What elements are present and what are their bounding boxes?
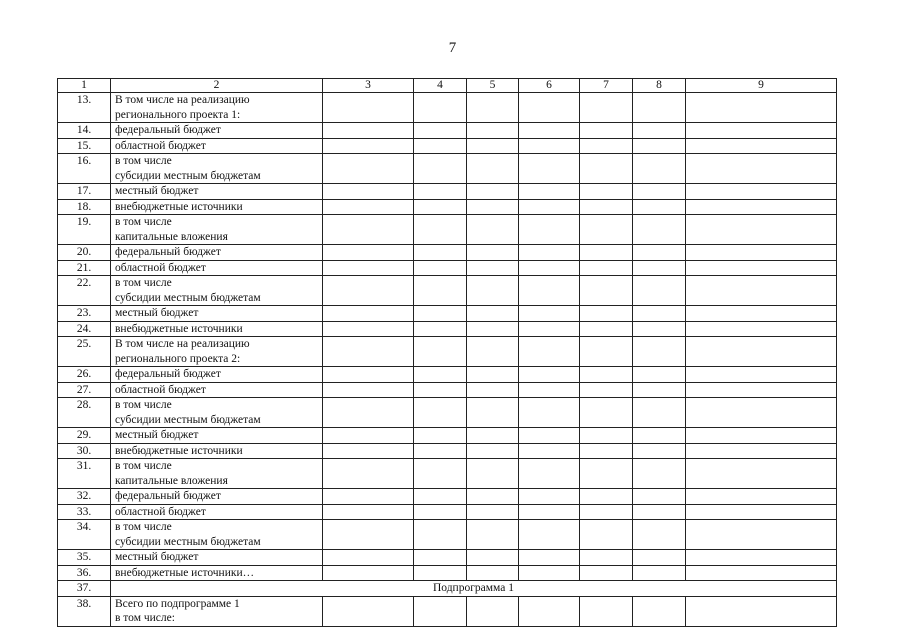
- value-cell: [686, 337, 837, 367]
- value-cell: [467, 245, 519, 261]
- value-cell: [414, 321, 467, 337]
- value-cell: [580, 321, 633, 337]
- table-row: [58, 154, 837, 184]
- value-cell: [519, 565, 580, 581]
- row-number: 34.: [58, 520, 111, 550]
- row-number: 31.: [58, 459, 111, 489]
- table-row: [58, 367, 837, 383]
- value-cell: [633, 306, 686, 322]
- table-section-row: [58, 581, 837, 597]
- value-cell: [519, 382, 580, 398]
- page-number: 7: [448, 40, 457, 56]
- value-cell: [686, 367, 837, 383]
- value-cell: [519, 138, 580, 154]
- value-cell: [686, 520, 837, 550]
- value-cell: [414, 428, 467, 444]
- row-label: внебюджетные источники: [111, 199, 323, 215]
- row-label: местный бюджет: [111, 428, 323, 444]
- value-cell: [580, 550, 633, 566]
- column-header: 4: [414, 79, 467, 93]
- value-cell: [633, 337, 686, 367]
- row-number: 17.: [58, 184, 111, 200]
- table-row: [58, 428, 837, 444]
- row-number: 29.: [58, 428, 111, 444]
- value-cell: [467, 276, 519, 306]
- value-cell: [467, 443, 519, 459]
- row-label: Всего по подпрограмме 1 в том числе:: [111, 596, 323, 626]
- row-label: областной бюджет: [111, 504, 323, 520]
- value-cell: [519, 596, 580, 626]
- value-cell: [323, 398, 414, 428]
- row-number: 20.: [58, 245, 111, 261]
- value-cell: [519, 520, 580, 550]
- row-label: в том числе субсидии местным бюджетам: [111, 154, 323, 184]
- value-cell: [414, 596, 467, 626]
- budget-table: [57, 78, 837, 627]
- value-cell: [323, 184, 414, 200]
- value-cell: [323, 123, 414, 139]
- value-cell: [323, 565, 414, 581]
- table-row: [58, 489, 837, 505]
- value-cell: [414, 565, 467, 581]
- row-number: 24.: [58, 321, 111, 337]
- value-cell: [323, 215, 414, 245]
- row-number: 13.: [58, 93, 111, 123]
- value-cell: [414, 306, 467, 322]
- column-header: 1: [58, 79, 111, 93]
- value-cell: [323, 428, 414, 444]
- column-header: 6: [519, 79, 580, 93]
- table-row: [58, 93, 837, 123]
- value-cell: [467, 215, 519, 245]
- table-row: [58, 245, 837, 261]
- value-cell: [686, 93, 837, 123]
- row-label: внебюджетные источники: [111, 321, 323, 337]
- value-cell: [323, 520, 414, 550]
- value-cell: [414, 199, 467, 215]
- row-number: 28.: [58, 398, 111, 428]
- row-number: 36.: [58, 565, 111, 581]
- table-row: [58, 123, 837, 139]
- value-cell: [519, 199, 580, 215]
- row-number: 21.: [58, 260, 111, 276]
- value-cell: [467, 550, 519, 566]
- value-cell: [686, 550, 837, 566]
- value-cell: [633, 123, 686, 139]
- table-row: [58, 306, 837, 322]
- value-cell: [686, 428, 837, 444]
- column-header: 2: [111, 79, 323, 93]
- value-cell: [414, 550, 467, 566]
- value-cell: [686, 443, 837, 459]
- value-cell: [633, 443, 686, 459]
- column-header: 9: [686, 79, 837, 93]
- value-cell: [580, 382, 633, 398]
- value-cell: [686, 215, 837, 245]
- row-label: местный бюджет: [111, 550, 323, 566]
- value-cell: [580, 306, 633, 322]
- value-cell: [323, 489, 414, 505]
- value-cell: [414, 504, 467, 520]
- value-cell: [467, 398, 519, 428]
- value-cell: [580, 398, 633, 428]
- value-cell: [414, 520, 467, 550]
- row-number: 26.: [58, 367, 111, 383]
- value-cell: [580, 138, 633, 154]
- value-cell: [633, 596, 686, 626]
- value-cell: [467, 93, 519, 123]
- table-row: [58, 443, 837, 459]
- value-cell: [414, 337, 467, 367]
- row-number: 16.: [58, 154, 111, 184]
- row-number: 27.: [58, 382, 111, 398]
- row-label: В том числе на реализацию регионального проекта 1:: [111, 93, 323, 123]
- value-cell: [633, 321, 686, 337]
- value-cell: [414, 382, 467, 398]
- value-cell: [467, 596, 519, 626]
- value-cell: [686, 138, 837, 154]
- row-label: в том числе субсидии местным бюджетам: [111, 398, 323, 428]
- value-cell: [519, 504, 580, 520]
- value-cell: [580, 276, 633, 306]
- table-body: [58, 93, 837, 627]
- value-cell: [467, 260, 519, 276]
- value-cell: [633, 565, 686, 581]
- table-row: [58, 382, 837, 398]
- value-cell: [633, 520, 686, 550]
- row-label: местный бюджет: [111, 184, 323, 200]
- row-label: областной бюджет: [111, 138, 323, 154]
- value-cell: [467, 367, 519, 383]
- value-cell: [686, 459, 837, 489]
- value-cell: [414, 93, 467, 123]
- row-number: 30.: [58, 443, 111, 459]
- value-cell: [519, 428, 580, 444]
- row-label: внебюджетные источники: [111, 443, 323, 459]
- value-cell: [580, 93, 633, 123]
- value-cell: [633, 199, 686, 215]
- value-cell: [686, 321, 837, 337]
- value-cell: [519, 215, 580, 245]
- table-row: [58, 184, 837, 200]
- value-cell: [633, 138, 686, 154]
- value-cell: [414, 276, 467, 306]
- value-cell: [467, 565, 519, 581]
- value-cell: [323, 596, 414, 626]
- value-cell: [323, 93, 414, 123]
- value-cell: [633, 459, 686, 489]
- value-cell: [633, 428, 686, 444]
- value-cell: [467, 504, 519, 520]
- value-cell: [414, 245, 467, 261]
- value-cell: [580, 443, 633, 459]
- table-row: [58, 260, 837, 276]
- value-cell: [580, 123, 633, 139]
- value-cell: [467, 382, 519, 398]
- value-cell: [580, 504, 633, 520]
- table-row: [58, 138, 837, 154]
- table-row: [58, 321, 837, 337]
- value-cell: [519, 306, 580, 322]
- table-row: [58, 550, 837, 566]
- column-header: 3: [323, 79, 414, 93]
- value-cell: [686, 199, 837, 215]
- value-cell: [323, 276, 414, 306]
- table-row: [58, 215, 837, 245]
- value-cell: [467, 321, 519, 337]
- value-cell: [414, 489, 467, 505]
- value-cell: [414, 260, 467, 276]
- row-number: 22.: [58, 276, 111, 306]
- value-cell: [580, 596, 633, 626]
- value-cell: [686, 489, 837, 505]
- value-cell: [323, 459, 414, 489]
- table-row: [58, 504, 837, 520]
- table-row: [58, 199, 837, 215]
- value-cell: [414, 123, 467, 139]
- value-cell: [323, 306, 414, 322]
- table-header-row: [58, 79, 837, 93]
- value-cell: [519, 260, 580, 276]
- value-cell: [633, 154, 686, 184]
- value-cell: [414, 184, 467, 200]
- row-label: федеральный бюджет: [111, 489, 323, 505]
- row-number: 25.: [58, 337, 111, 367]
- value-cell: [519, 276, 580, 306]
- value-cell: [633, 184, 686, 200]
- column-header: 8: [633, 79, 686, 93]
- value-cell: [323, 138, 414, 154]
- value-cell: [323, 337, 414, 367]
- value-cell: [686, 565, 837, 581]
- value-cell: [467, 199, 519, 215]
- value-cell: [633, 489, 686, 505]
- row-label: федеральный бюджет: [111, 123, 323, 139]
- value-cell: [519, 367, 580, 383]
- value-cell: [580, 184, 633, 200]
- value-cell: [323, 199, 414, 215]
- value-cell: [686, 276, 837, 306]
- value-cell: [519, 550, 580, 566]
- value-cell: [323, 550, 414, 566]
- row-number: 23.: [58, 306, 111, 322]
- value-cell: [414, 138, 467, 154]
- table-row: [58, 337, 837, 367]
- value-cell: [414, 215, 467, 245]
- value-cell: [467, 520, 519, 550]
- value-cell: [633, 504, 686, 520]
- value-cell: [519, 93, 580, 123]
- row-number: 37.: [58, 581, 111, 597]
- value-cell: [686, 382, 837, 398]
- value-cell: [323, 504, 414, 520]
- value-cell: [519, 459, 580, 489]
- value-cell: [686, 154, 837, 184]
- value-cell: [580, 337, 633, 367]
- value-cell: [519, 443, 580, 459]
- row-label: в том числе капитальные вложения: [111, 215, 323, 245]
- value-cell: [686, 596, 837, 626]
- value-cell: [467, 337, 519, 367]
- value-cell: [686, 306, 837, 322]
- value-cell: [467, 428, 519, 444]
- column-header: 5: [467, 79, 519, 93]
- value-cell: [414, 367, 467, 383]
- value-cell: [323, 382, 414, 398]
- row-number: 14.: [58, 123, 111, 139]
- value-cell: [467, 154, 519, 184]
- value-cell: [519, 123, 580, 139]
- row-number: 33.: [58, 504, 111, 520]
- value-cell: [686, 123, 837, 139]
- row-label: внебюджетные источники…: [111, 565, 323, 581]
- value-cell: [580, 520, 633, 550]
- section-title: Подпрограмма 1: [111, 581, 837, 597]
- row-number: 35.: [58, 550, 111, 566]
- value-cell: [467, 306, 519, 322]
- row-label: федеральный бюджет: [111, 245, 323, 261]
- value-cell: [519, 337, 580, 367]
- value-cell: [519, 321, 580, 337]
- value-cell: [686, 245, 837, 261]
- table-row: [58, 565, 837, 581]
- row-label: в том числе субсидии местным бюджетам: [111, 276, 323, 306]
- value-cell: [686, 504, 837, 520]
- value-cell: [467, 123, 519, 139]
- value-cell: [467, 184, 519, 200]
- value-cell: [519, 245, 580, 261]
- row-label: В том числе на реализацию регионального проекта 2:: [111, 337, 323, 367]
- value-cell: [580, 199, 633, 215]
- value-cell: [323, 260, 414, 276]
- value-cell: [633, 367, 686, 383]
- table-row: [58, 520, 837, 550]
- value-cell: [580, 428, 633, 444]
- value-cell: [467, 459, 519, 489]
- column-header: 7: [580, 79, 633, 93]
- table-row: [58, 398, 837, 428]
- value-cell: [580, 154, 633, 184]
- row-label: областной бюджет: [111, 382, 323, 398]
- value-cell: [686, 398, 837, 428]
- value-cell: [633, 245, 686, 261]
- value-cell: [633, 382, 686, 398]
- value-cell: [467, 138, 519, 154]
- table-row: [58, 276, 837, 306]
- value-cell: [414, 459, 467, 489]
- value-cell: [633, 550, 686, 566]
- value-cell: [580, 565, 633, 581]
- value-cell: [633, 276, 686, 306]
- value-cell: [633, 93, 686, 123]
- value-cell: [580, 260, 633, 276]
- value-cell: [323, 321, 414, 337]
- row-label: в том числе субсидии местным бюджетам: [111, 520, 323, 550]
- value-cell: [519, 398, 580, 428]
- value-cell: [580, 459, 633, 489]
- value-cell: [467, 489, 519, 505]
- value-cell: [633, 260, 686, 276]
- value-cell: [580, 215, 633, 245]
- value-cell: [686, 184, 837, 200]
- value-cell: [323, 367, 414, 383]
- value-cell: [414, 154, 467, 184]
- row-number: 19.: [58, 215, 111, 245]
- value-cell: [580, 245, 633, 261]
- value-cell: [519, 489, 580, 505]
- value-cell: [323, 443, 414, 459]
- row-label: в том числе капитальные вложения: [111, 459, 323, 489]
- value-cell: [323, 154, 414, 184]
- row-label: местный бюджет: [111, 306, 323, 322]
- row-label: областной бюджет: [111, 260, 323, 276]
- value-cell: [414, 443, 467, 459]
- table-row: [58, 459, 837, 489]
- value-cell: [633, 398, 686, 428]
- value-cell: [686, 260, 837, 276]
- value-cell: [633, 215, 686, 245]
- row-number: 32.: [58, 489, 111, 505]
- row-number: 15.: [58, 138, 111, 154]
- value-cell: [414, 398, 467, 428]
- row-number: 18.: [58, 199, 111, 215]
- table-row: [58, 596, 837, 626]
- value-cell: [519, 154, 580, 184]
- value-cell: [580, 367, 633, 383]
- row-number: 38.: [58, 596, 111, 626]
- value-cell: [519, 184, 580, 200]
- value-cell: [323, 245, 414, 261]
- row-label: федеральный бюджет: [111, 367, 323, 383]
- value-cell: [580, 489, 633, 505]
